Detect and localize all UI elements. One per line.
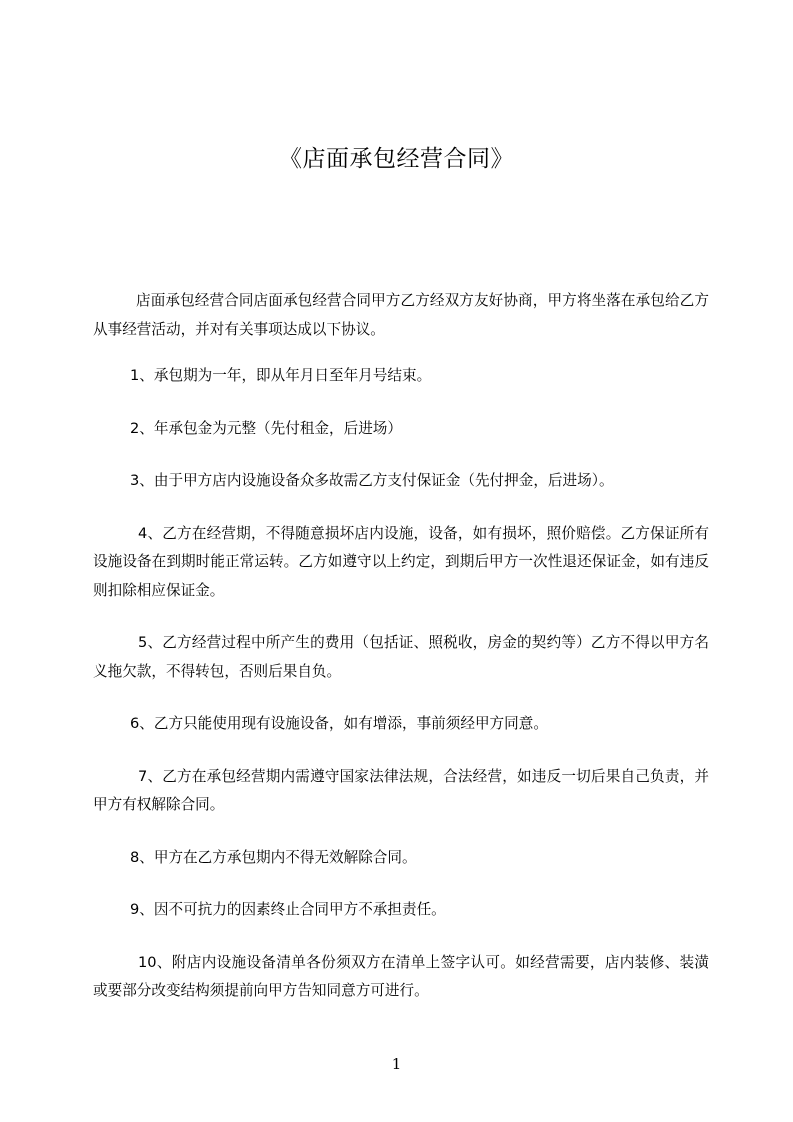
clause-3: 3、由于甲方店内设施设备众多故需乙方支付保证金（先付押金，后进场）。 — [130, 472, 614, 489]
clause-8: 8、甲方在乙方承包期内不得无效解除合同。 — [130, 848, 417, 866]
clause-7: 7、乙方在承包经营期内需遵守国家法律法规，合法经营，如违反一切后果自己负责，并甲方有权解除合同。 — [93, 767, 709, 813]
clause-5: 5、乙方经营过程中所产生的费用（包括证、照税收，房金的契约等）乙方不得以甲方名义拖欠款，不得转包，否则后果自负。 — [93, 634, 709, 680]
clause-4: 4、乙方在经营期，不得随意损坏店内设施，设备，如有损坏，照价赔偿。乙方保证所有设施设备在到期时能正常运转。乙方如遵守以上约定，到期后甲方一次性退还保证金，如有违反则扣除相应保证金。 — [93, 524, 709, 599]
intro-paragraph: 店面承包经营合同店面承包经营合同甲方乙方经双方友好协商，甲方将坐落在承包给乙方从事经营活动，并对有关事项达成以下协议。 — [93, 292, 709, 338]
clause-9: 9、因不可抗力的因素终止合同甲方不承担责任。 — [130, 901, 446, 918]
clause-6: 6、乙方只能使用现有设施设备，如有增添，事前须经甲方同意。 — [130, 715, 548, 732]
document-title: 《店面承包经营合同》 — [279, 146, 514, 172]
document-body — [93, 287, 709, 1030]
clause-2: 2、年承包金为元整（先付租金，后进场） — [130, 419, 402, 437]
page-number: 1 — [391, 1055, 402, 1073]
clause-1: 1、承包期为一年，即从年月日至年月号结束。 — [130, 367, 432, 384]
clause-10: 10、附店内设施设备清单各份须双方在清单上签字认可。如经营需要，店内装修、装潢或要部分改变结构须提前向甲方告知同意方可进行。 — [93, 953, 709, 999]
